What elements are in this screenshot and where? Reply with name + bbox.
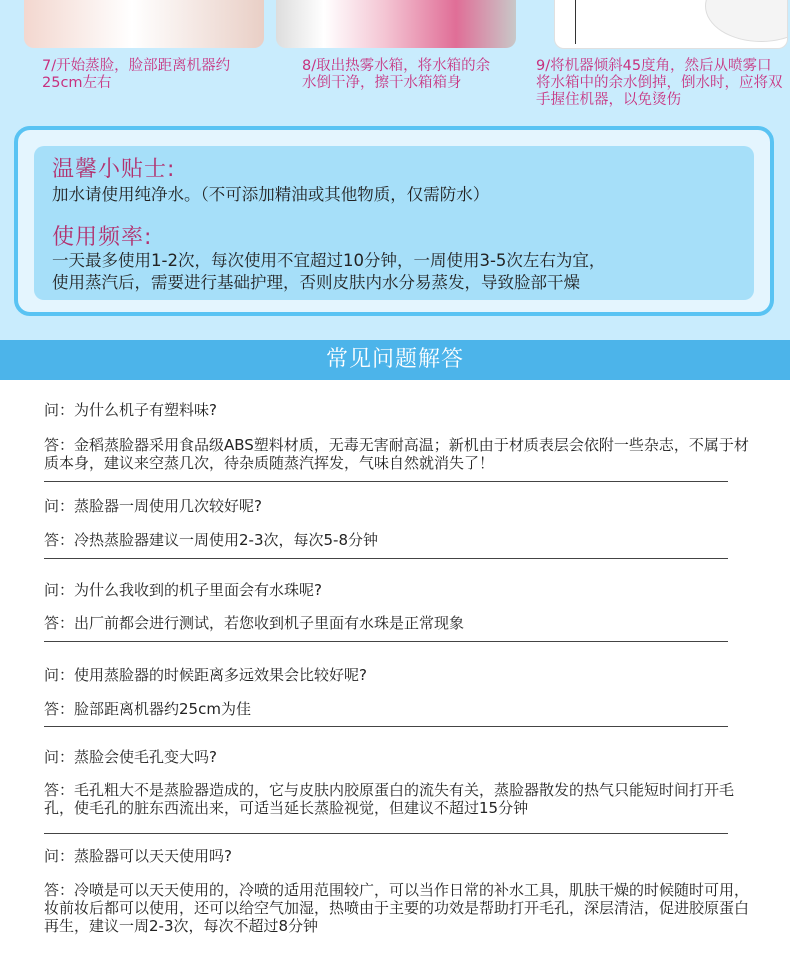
tips-box [14,126,774,316]
faq-question: 问：为什么机子有塑料味? [44,401,217,419]
frequency-heading: 使用频率: [52,225,153,250]
step-8-caption: 8/取出热雾水箱，将水箱的余水倒干净，擦干水箱箱身 [302,58,491,91]
step-8-photo [276,0,516,48]
faq-answer: 答：冷喷是可以天天使用的，冷喷的适用范围较广，可以当作日常的补水工具，肌肤干燥的时候随时可用，妆前妆后都可以使用，还可以给空气加湿，热喷由于主要的功效是帮助打开毛孔，深层清洁，促进胶原蛋白再生，建议一周2-3次，每次不超过8分钟 [44,881,750,935]
frequency-text-line2: 使用蒸汽后，需要进行基础护理，否则皮肤内水分易蒸发，导致脸部干燥 [52,273,580,292]
faq-question: 问：蒸脸器可以天天使用吗? [44,847,232,865]
faq-title-bar: 常见问题解答 [0,340,790,380]
step-7-photo [24,0,264,48]
faq-question: 问：蒸脸会使毛孔变大吗? [44,748,217,766]
tips-panel [34,146,754,300]
faq-question: 问：使用蒸脸器的时候距离多远效果会比较好呢? [44,666,367,684]
tips-heading: 温馨小贴士: [52,157,176,182]
faq-answer: 答：金稻蒸脸器采用食品级ABS塑料材质，无毒无害耐高温；新机由于材质表层会依附一些杂志，不属于材质本身，建议来空蒸几次，待杂质随蒸汽挥发，气味自然就消失了！ [44,436,749,472]
faq-divider [44,641,728,642]
step-9-photo [554,0,788,49]
faq-answer: 答：脸部距离机器约25cm为佳 [44,700,251,718]
faq-divider [44,481,728,482]
faq-answer: 答：出厂前都会进行测试，若您收到机子里面有水珠是正常现象 [44,614,465,632]
instructions-section [0,0,790,340]
faq-answer: 答：毛孔粗大不是蒸脸器造成的，它与皮肤内胶原蛋白的流失有关，蒸脸器散发的热气只能短时间打开毛孔，使毛孔的脏东西流出来，可适当延长蒸脸视觉，但建议不超过15分钟 [44,781,735,817]
faq-question: 问：为什么我收到的机子里面会有水珠呢? [44,581,322,599]
tips-text: 加水请使用纯净水。（不可添加精油或其他物质，仅需防水） [52,185,490,204]
frequency-text-line1: 一天最多使用1-2次，每次使用不宜超过10分钟，一周使用3-5次左右为宜， [52,251,606,270]
faq-divider [44,833,728,834]
faq-question: 问：蒸脸器一周使用几次较好呢? [44,497,262,515]
faq-divider [44,726,728,727]
faq-answer: 答：冷热蒸脸器建议一周使用2-3次，每次5-8分钟 [44,531,379,549]
faq-divider [44,558,728,559]
step-9-caption: 9/将机器倾斜45度角，然后从喷雾口将水箱中的余水倒掉，倒水时，应将双手握住机器，以免烫伤 [536,58,783,108]
step-7-caption: 7/开始蒸脸，脸部距离机器约25cm左右 [42,58,231,91]
